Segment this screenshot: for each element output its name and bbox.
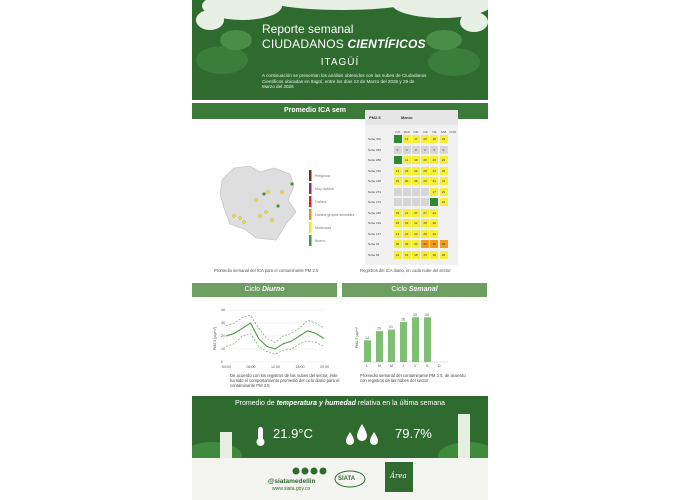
table-cell: 24	[430, 230, 438, 238]
table-cell	[449, 209, 457, 217]
weekly-title-b: Semanal	[408, 286, 438, 293]
legend-label: Muy dañina	[315, 187, 334, 191]
x-tick-label: 20:00	[320, 365, 329, 369]
table-cell	[440, 219, 448, 227]
table-row-label: Nube 92	[368, 242, 380, 246]
table-cell: 16	[394, 209, 402, 217]
legend-swatch	[309, 183, 312, 194]
weather-title-a: Promedio de	[234, 400, 277, 407]
map-point	[263, 193, 266, 196]
table-day-header: MAR	[403, 130, 410, 134]
bar-category-label: L	[366, 364, 368, 368]
table-row-label: Nube 84	[368, 252, 380, 257]
table-cell	[403, 188, 411, 196]
bar-value-label: 29	[413, 312, 417, 317]
table-cell: 20	[412, 230, 420, 238]
map-point	[281, 191, 284, 194]
table-cell: 22	[403, 219, 411, 227]
table-cell: 20	[403, 177, 411, 185]
map-point	[233, 215, 236, 218]
bar-category-label: M	[378, 364, 381, 368]
table-cell: 0	[412, 146, 420, 154]
map-caption: Promedio semanal del ICA para el contaminante PM 2.5	[214, 268, 319, 273]
amva-logo-text: Área	[390, 472, 407, 480]
table-cell	[430, 198, 438, 206]
table-cell: 22	[412, 167, 420, 175]
weekly-bar	[424, 317, 431, 362]
table-cell	[421, 198, 429, 206]
table-cell: 21	[440, 188, 448, 196]
bar-category-label: J	[402, 364, 404, 368]
table-cell: 36	[430, 240, 438, 248]
table-row-label: Nube 274	[368, 189, 382, 194]
table-cell: 32	[440, 240, 448, 248]
weekly-cycle-header	[342, 283, 487, 297]
table-cell: 15	[440, 198, 448, 206]
report-description: A continuación se presentan los análisis obtenidos con las nubes de Ciudadanos Científicos ubicadas en Itagüí, entre los días 23 de Marzo del 2026 y 29 de Marzo del 2026	[262, 73, 427, 90]
table-cell	[440, 230, 448, 238]
table-cell: 27	[412, 209, 420, 217]
table-cell: 31	[440, 177, 448, 185]
table-cell: 28	[421, 230, 429, 238]
table-pollutant-label: PM2.5	[369, 115, 381, 120]
table-cell: 21	[403, 209, 411, 217]
title-part-a: CIUDADANOS	[262, 37, 348, 51]
table-cell	[394, 135, 402, 143]
legend-label: Peligrosa	[315, 174, 330, 178]
table-cell: 15	[394, 219, 402, 227]
y-tick-label: 0	[221, 360, 223, 364]
map-point	[243, 221, 246, 224]
table-cell: 26	[421, 177, 429, 185]
table-cell	[449, 156, 457, 164]
youtube-icon	[320, 468, 327, 475]
weather-title-b: temperatura y humedad	[276, 400, 356, 407]
y-tick-label: 20	[221, 334, 225, 338]
table-cell: 14	[394, 230, 402, 238]
weekly-title-a: Ciclo	[391, 286, 409, 293]
table-cell: 23	[421, 251, 429, 259]
bar-category-label: D	[438, 364, 441, 368]
table-cell: 31	[430, 177, 438, 185]
table-day-header: JUE	[422, 130, 428, 134]
bar-value-label: 21	[389, 325, 393, 330]
instagram-icon	[311, 468, 318, 475]
table-cell: 15	[394, 177, 402, 185]
report-poster	[192, 0, 488, 500]
table-cell	[449, 146, 457, 154]
table-row-label: Nube 230	[368, 168, 382, 173]
website-link[interactable]: www.siata.gov.co	[272, 486, 311, 492]
weekly-cycle-chart	[352, 302, 462, 374]
itagui-map	[216, 160, 386, 260]
table-cell: 14	[403, 156, 411, 164]
facebook-icon	[293, 468, 300, 475]
table-cell	[449, 188, 457, 196]
table-cell: 0	[421, 146, 429, 154]
diurnal-ylabel: PM2.5 [µg/m³]	[213, 327, 217, 350]
table-row-label: Nube 167	[368, 231, 382, 236]
siata-logo: SIATA	[338, 476, 356, 482]
table-cell: 29	[403, 240, 411, 248]
table-cell: 23	[440, 135, 448, 143]
table-cell	[449, 240, 457, 248]
bar-category-label: V	[414, 364, 417, 368]
table-cell	[394, 198, 402, 206]
table-cell: 17	[412, 135, 420, 143]
map-point	[255, 199, 258, 202]
title-part-b: CIENTÍFICOS	[347, 37, 426, 51]
twitter-icon	[302, 468, 309, 475]
diurnal-caption: De acuerdo con los registros de las nubes del sector, éste ha sido el comportamiento promedio del ciclo diario para el contaminante PM 2.5	[230, 373, 340, 388]
diurnal-title-b: Diurno	[261, 286, 285, 293]
diurnal-title-a: Ciclo	[244, 286, 262, 293]
diurnal-cycle-header	[192, 283, 337, 297]
building-left-icon	[220, 432, 232, 458]
table-cell	[449, 251, 457, 259]
amva-logo	[385, 462, 413, 492]
table-day-header: SAB	[440, 130, 447, 134]
weather-section	[192, 396, 488, 458]
table-cell: 24	[412, 240, 420, 248]
table-cell	[394, 156, 402, 164]
weekly-caption: Promedio semanal del contaminante PM 2.5, de acuerdo con registros de las nubes del sector	[360, 373, 466, 383]
table-cell: 28	[421, 156, 429, 164]
table-cell: 28	[421, 219, 429, 227]
weather-title-c: relativa en la última semana	[355, 400, 446, 407]
table-cell: 28	[421, 167, 429, 175]
report-title-line2	[262, 37, 426, 51]
table-row-label: Nube 050	[368, 147, 382, 152]
bar-category-label: S	[426, 364, 429, 368]
x-tick-label: 06:00	[246, 365, 256, 369]
weekly-bar	[388, 330, 395, 362]
report-header	[192, 0, 488, 100]
legend-swatch	[309, 222, 312, 233]
legend-swatch	[309, 209, 312, 220]
table-row-label: Nube 280	[368, 158, 382, 162]
table-cell: 22	[412, 219, 420, 227]
building-right-icon	[458, 414, 470, 458]
bar-category-label: M	[390, 364, 393, 368]
map-point	[291, 183, 294, 186]
table-cell: 26	[440, 167, 448, 175]
table-cell: 22	[403, 230, 411, 238]
map-point	[267, 191, 270, 194]
legend-swatch	[309, 196, 312, 207]
table-cell: 20	[394, 240, 402, 248]
table-cell	[449, 219, 457, 227]
table-row-label: Nube 193	[368, 221, 382, 225]
diurnal-cycle-chart	[210, 302, 330, 374]
table-cell	[412, 188, 420, 196]
city-name: ITAGÜÍ	[320, 57, 360, 68]
itagui-map-shape	[220, 166, 296, 240]
table-cell	[449, 198, 457, 206]
table-cell: 26	[430, 219, 438, 227]
table-cell: 0	[394, 146, 402, 154]
weekly-bar	[400, 322, 407, 362]
table-cell	[403, 198, 411, 206]
report-title-line1: Reporte semanal	[262, 22, 354, 36]
report-footer	[192, 458, 488, 500]
table-cell: 16	[403, 135, 411, 143]
table-day-header: VIE	[432, 130, 437, 134]
table-cell	[449, 167, 457, 175]
bar-value-label: 14	[365, 335, 369, 340]
table-cell	[421, 188, 429, 196]
legend-swatch	[309, 170, 312, 181]
weekly-bar	[376, 331, 383, 362]
water-drops-icon	[346, 424, 378, 445]
table-row-label: Nube 272	[368, 200, 382, 204]
y-tick-label: 10	[221, 347, 225, 351]
legend-swatch	[309, 235, 312, 246]
table-cell: 0	[403, 146, 411, 154]
bar-value-label: 29	[425, 312, 429, 317]
table-cell: 12	[394, 251, 402, 259]
table-cell: 0	[430, 146, 438, 154]
map-point	[265, 211, 268, 214]
temperature-value: 21.9°C	[273, 426, 313, 441]
weekly-bar	[412, 317, 419, 362]
table-cell: 28	[430, 251, 438, 259]
legend-label: Moderado	[315, 226, 332, 230]
table-cell	[440, 209, 448, 217]
table-month-label: Marzo	[401, 115, 413, 120]
table-cell	[449, 135, 457, 143]
table-day-header: MIE	[413, 130, 419, 134]
social-handle[interactable]: @siatamedellin	[268, 478, 316, 485]
table-header	[365, 110, 458, 125]
table-cell: 13	[394, 167, 402, 175]
table-cell	[412, 198, 420, 206]
legend-label: Bueno	[315, 239, 326, 243]
table-cell: 24	[440, 156, 448, 164]
table-cell: 23	[430, 156, 438, 164]
map-point	[271, 219, 274, 222]
table-cell: 27	[421, 209, 429, 217]
table-cell: 24	[430, 167, 438, 175]
table-cell: 23	[403, 167, 411, 175]
y-tick-label: 30	[221, 321, 225, 325]
table-row-label: Nube 228	[368, 179, 382, 183]
table-cell: 16	[403, 251, 411, 259]
y-tick-label: 40	[221, 308, 225, 312]
ica-legend	[309, 170, 355, 246]
ica-section-title: Promedio ICA sem	[284, 107, 346, 114]
table-cell: 0	[440, 146, 448, 154]
table-cell: 28	[430, 135, 438, 143]
weekly-ylabel: PM2.5 µg/m³	[355, 327, 359, 348]
table-row-label: Nube 306	[368, 137, 382, 141]
ica-daily-table	[365, 110, 458, 265]
table-cell: 26	[412, 177, 420, 185]
bar-value-label: 26	[401, 317, 405, 322]
table-row-label: Nube 286	[368, 210, 382, 215]
humidity-value: 79.7%	[395, 426, 432, 441]
diurnal-series-line	[226, 333, 324, 354]
table-cell: 26	[421, 135, 429, 143]
table-cell	[394, 188, 402, 196]
map-point	[277, 205, 280, 208]
weather-title	[192, 400, 488, 407]
x-tick-label: 18:00	[295, 365, 305, 369]
legend-label: Dañina grupos sensibles	[315, 213, 355, 217]
weekly-bar	[364, 340, 371, 362]
table-cell: 28	[440, 251, 448, 259]
bar-value-label: 20	[377, 326, 381, 331]
table-day-header: LUN	[394, 130, 401, 134]
legend-label: Dañina	[315, 200, 327, 204]
table-cell: 24	[430, 209, 438, 217]
x-tick-label: 00:00	[222, 365, 231, 369]
table-caption: Registros del ICA diario, en cada nube del sector	[360, 268, 451, 273]
table-cell: 18	[412, 251, 420, 259]
table-day-header: DOM	[449, 130, 456, 134]
table-cell: 42	[421, 240, 429, 248]
table-cell: 19	[412, 156, 420, 164]
table-cell	[449, 177, 457, 185]
table-cell: 17	[430, 188, 438, 196]
thermometer-icon	[257, 427, 265, 446]
table-cell	[449, 230, 457, 238]
map-point	[239, 217, 242, 220]
map-point	[259, 215, 262, 218]
x-tick-label: 12:00	[271, 365, 280, 369]
